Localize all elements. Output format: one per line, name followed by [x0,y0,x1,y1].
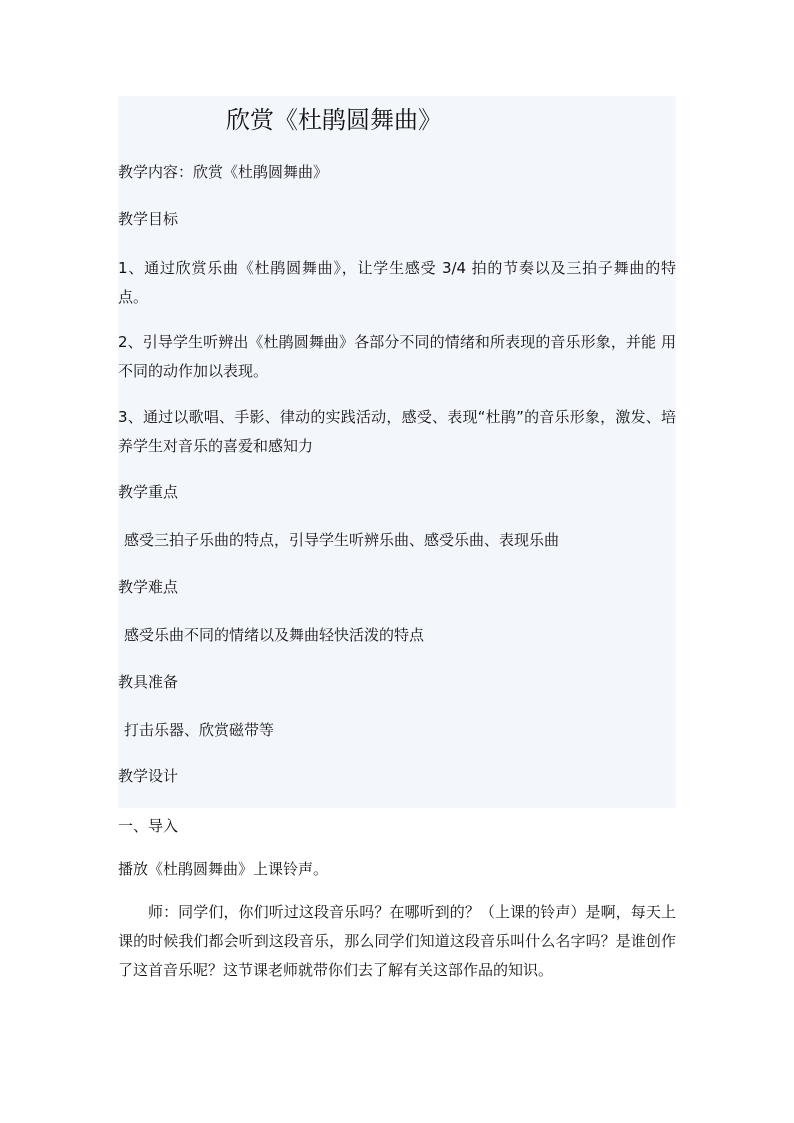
page-title: 欣赏《杜鹃圆舞曲》 [226,106,442,134]
content-line: 教学内容：欣赏《杜鹃圆舞曲》 [118,163,329,181]
materials-heading: 教具准备 [118,673,179,691]
design-heading: 教学设计 [118,767,179,785]
key-points-text: 感受三拍子乐曲的特点，引导学生听辨乐曲、感受乐曲、表现乐曲 [124,531,560,549]
objective-item: 2、引导学生听辨出《杜鹃圆舞曲》各部分不同的情绪和所表现的音乐形象，并能 用不同的动作加以表现。 [118,333,676,380]
key-points-heading: 教学重点 [118,483,179,501]
teacher-paragraph: 师：同学们，你们听过这段音乐吗？在哪听到的？（上课的铃声）是啊，每天上课的时候我们都会听到这段音乐，那么同学们知道这段音乐叫什么名字吗？是谁创作了这首音乐呢？这节课老师就带你们去了解有关这部作品的知识。 [118,903,676,979]
objectives-heading: 教学目标 [118,210,179,228]
section1-heading: 一、导入 [118,817,179,835]
materials-text: 打击乐器、欣赏磁带等 [124,721,275,739]
section1-line: 播放《杜鹃圆舞曲》上课铃声。 [118,860,329,878]
difficulties-text: 感受乐曲不同的情绪以及舞曲轻快活泼的特点 [124,626,425,644]
objective-item: 1、通过欣赏乐曲《杜鹃圆舞曲》，让学生感受 3/4 拍的节奏以及三拍子舞曲的特点。 [118,259,676,306]
objective-item: 3、通过以歌唱、手影、律动的实践活动，感受、表现“杜鹃”的音乐形象，激发、培养学生对音乐的喜爱和感知力 [118,408,676,455]
difficulties-heading: 教学难点 [118,578,179,596]
